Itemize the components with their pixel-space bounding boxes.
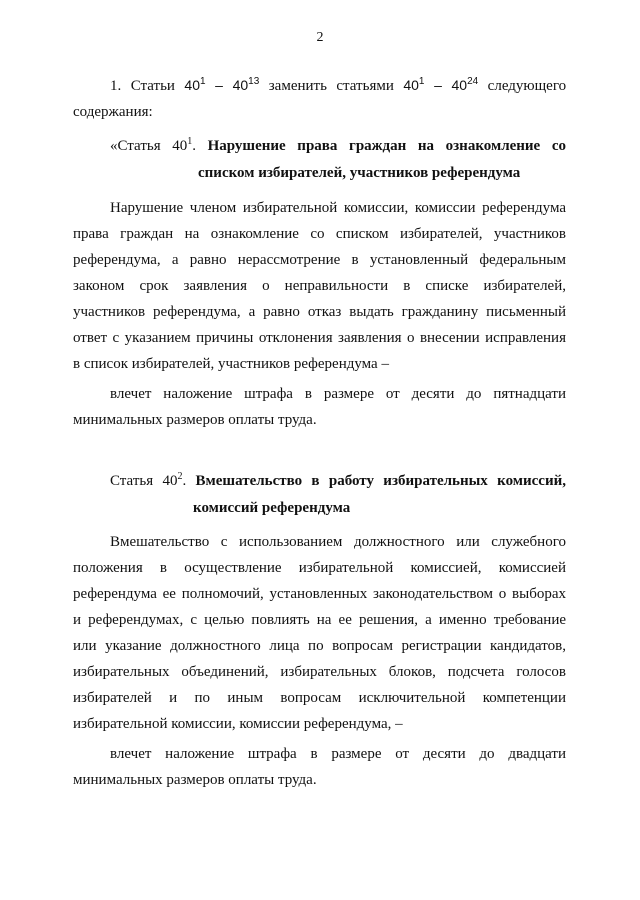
article2-body-line: Вмешательство с использованием должностного или служебного [110,534,566,550]
article2-title-line1: Вмешательство в работу избирательных комиссий, [195,473,567,489]
article2-body-line: или указание должностного лица по вопросам регистрации кандидатов, [73,638,566,654]
article2-penalty-line: влечет наложение штрафа в размере от десяти до двадцати [110,746,566,762]
article2-body-line: референдума ее полномочий, установленных законодательством о выборах [73,586,566,602]
article2-penalty-line: минимальных размеров оплаты труда. [73,772,317,788]
article2-body-line: положения в осуществление избирательной комиссией, комиссией [73,560,566,576]
article2-body-line: и референдумах, с целью повлиять на ее решения, а именно требование [73,612,566,628]
page-number: 2 [316,30,324,45]
article1-title-line1: Нарушение права граждан на ознакомление со [207,138,566,154]
article2-body-line: избирательной комиссии, комиссии референдума, – [73,716,403,732]
article1-body-line: в список избирателей, участников референдума – [73,356,389,372]
intro-text-b: заменить статьями [268,78,394,94]
article2-prefix: Статья $40^2$. [110,471,187,489]
intro-line-2: содержания: [73,104,153,120]
article1-body-line: права граждан на ознакомление со списком избирателей, участников [73,226,566,242]
article2-body-line: избирателей и по иным вопросам исключительной компетенции [73,690,566,706]
article1-body-line: законом срок заявления о неправильности в списке избирателей, [73,278,566,294]
article2-heading [110,468,566,494]
article1-penalty-line: влечет наложение штрафа в размере от десяти до пятнадцати [110,386,566,402]
article-range-to: $40^1 - 40^{24}$ [403,76,479,93]
article1-title-line2: списком избирателей, участников референдума [198,165,521,181]
article1-penalty-line: минимальных размеров оплаты труда. [73,412,317,428]
article1-body-line: Нарушение членом избирательной комиссии, комиссии референдума [110,200,566,216]
article1-body-line: ответ с указанием причины отклонения заявления о внесении исправления [73,330,566,346]
article1-body-line: референдума, а равно нерассмотрение в установленный федеральным [73,252,566,268]
intro-text-a: 1. Статьи [110,78,175,94]
article2-body-line: избирательных объединений, избирательных блоков, подсчета голосов [73,664,566,680]
intro-line-1 [110,72,566,99]
article1-heading [110,133,566,159]
article1-prefix: «Статья $40^1$. [110,136,196,154]
article2-title-line2: комиссий референдума [193,500,351,516]
article-range-from: $40^1 - 40^{13}$ [184,76,260,93]
article1-body-line: участников референдума, а равно отказ выдать гражданину письменный [73,304,566,320]
intro-text-c: следующего [487,78,567,94]
